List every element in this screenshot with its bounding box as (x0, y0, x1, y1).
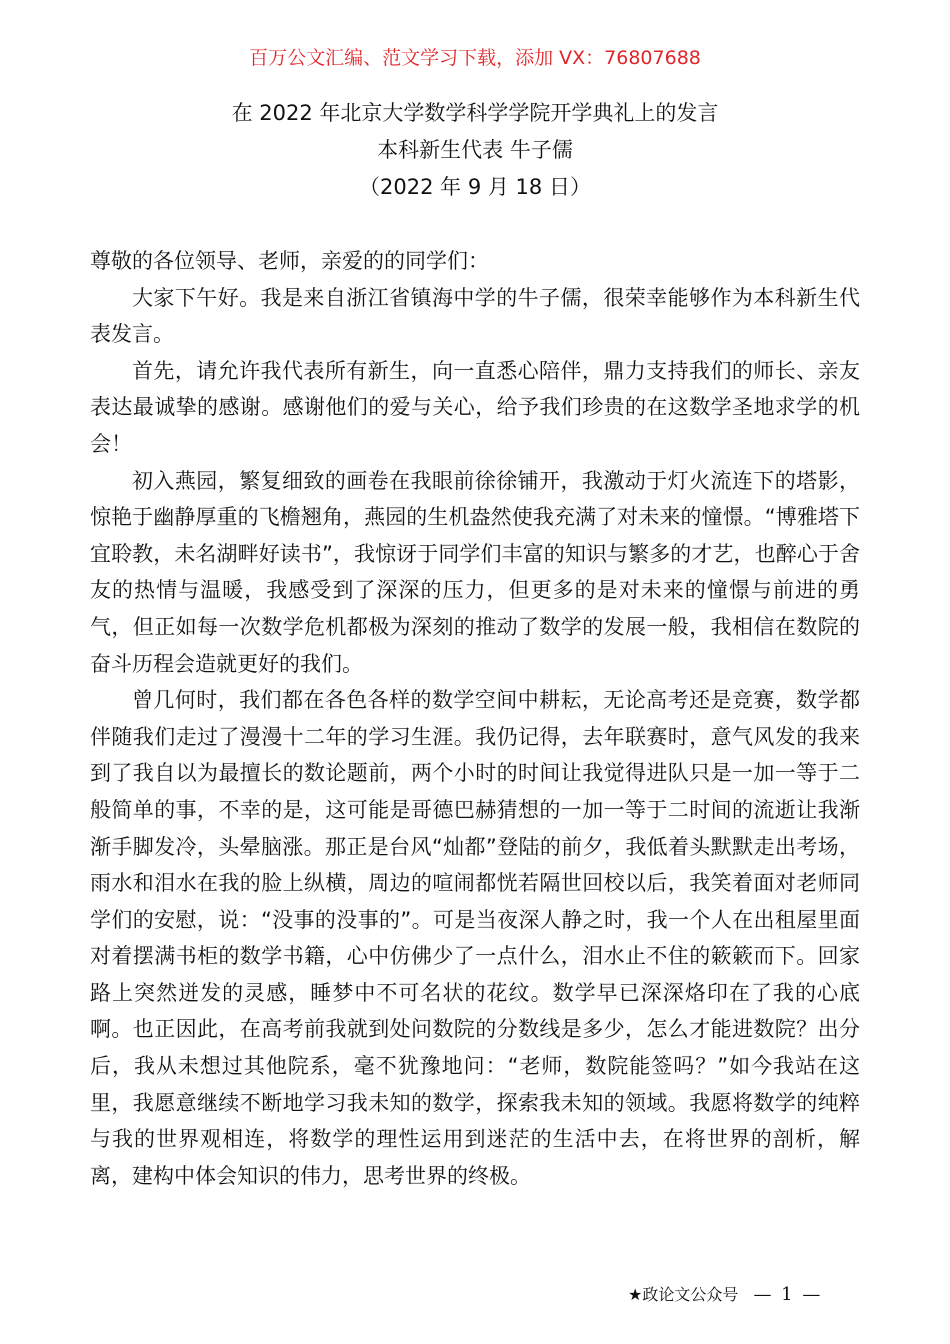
footer-source: ★政论文公众号 (628, 1285, 739, 1304)
document-header (0, 95, 950, 206)
salutation: 尊敬的各位领导、老师，亲爱的的同学们： (90, 249, 489, 273)
watermark-banner: 百万公文汇编、范文学习下载，添加 VX：76807688 (249, 47, 701, 69)
document-body (90, 243, 860, 1194)
paragraph-math-journey: 曾几何时，我们都在各色各样的数学空间中耕耘，无论高考还是竞赛，数学都伴随我们走过了漫漫十二年的学习生涯。我仍记得，去年联赛时，意气风发的我来到了我自以为最擅长的数论题前，两个小时的时间让我觉得进队只是一加一等于二般简单的事，不幸的是，这可能是哥德巴赫猜想的一加一等于二时间的流逝让我渐渐手脚发冷，头晕脑涨。那正是台风“灿都”登陆的前夕，我低着头默默走出考场，雨水和泪水在我的脸上纵横，周边的喧闹都恍若隔世回校以后，我笑着面对老师同学们的安慰，说：“没事的没事的”。可是当夜深人静之时，我一个人在出租屋里面对着摆满书柜的数学书籍，心中仿佛少了一点什么，泪水止不住的簌簌而下。回家路上突然迸发的灵感，睡梦中不可名状的花纹。数学早已深深烙印在了我的心底啊。也正因此，在高考前我就到处问数院的分数线是多少，怎么才能进数院？出分后，我从未想过其他院系，毫不犹豫地问：“老师，数院能签吗？”如今我站在这里，我愿意继续不断地学习我未知的数学，探索我未知的领域。我愿将数学的纯粹与我的世界观相连，将数学的理性运用到迷茫的生活中去，在将世界的剖析，解离，建构中体会知识的伟力，思考世界的终极。 (90, 688, 860, 1188)
paragraph-greeting: 大家下午好。我是来自浙江省镇海中学的牛子儒，很荣幸能够作为本科新生代表发言。 (90, 285, 860, 347)
document-title: 在 2022 年北京大学数学科学学院开学典礼上的发言 (231, 101, 719, 125)
paragraph-yanyuan: 初入燕园，繁复细致的画卷在我眼前徐徐铺开，我激动于灯火流连下的塔影，惊艳于幽静厚重的飞檐翘角，燕园的生机盎然使我充满了对未来的憧憬。“博雅塔下宜聆教，未名湖畔好读书”，我惊讶于同学们丰富的知识与繁多的才艺，也醉心于舍友的热情与温暖，我感受到了深深的压力，但更多的是对未来的憧憬与前进的勇气，但正如每一次数学危机都极为深刻的推动了数学的发展一般，我相信在数院的奋斗历程会造就更好的我们。 (90, 468, 860, 676)
paragraph-thanks: 首先，请允许我代表所有新生，向一直悉心陪伴，鼎力支持我们的师长、亲友表达最诚挚的感谢。感谢他们的爱与关心，给予我们珍贵的在这数学圣地求学的机会！ (90, 358, 860, 456)
speech-date: （2022 年 9 月 18 日） (359, 175, 591, 199)
page-number: — 1 — (753, 1284, 823, 1305)
page-footer (628, 1284, 822, 1306)
speaker-line: 本科新生代表 牛子儒 (377, 138, 573, 162)
